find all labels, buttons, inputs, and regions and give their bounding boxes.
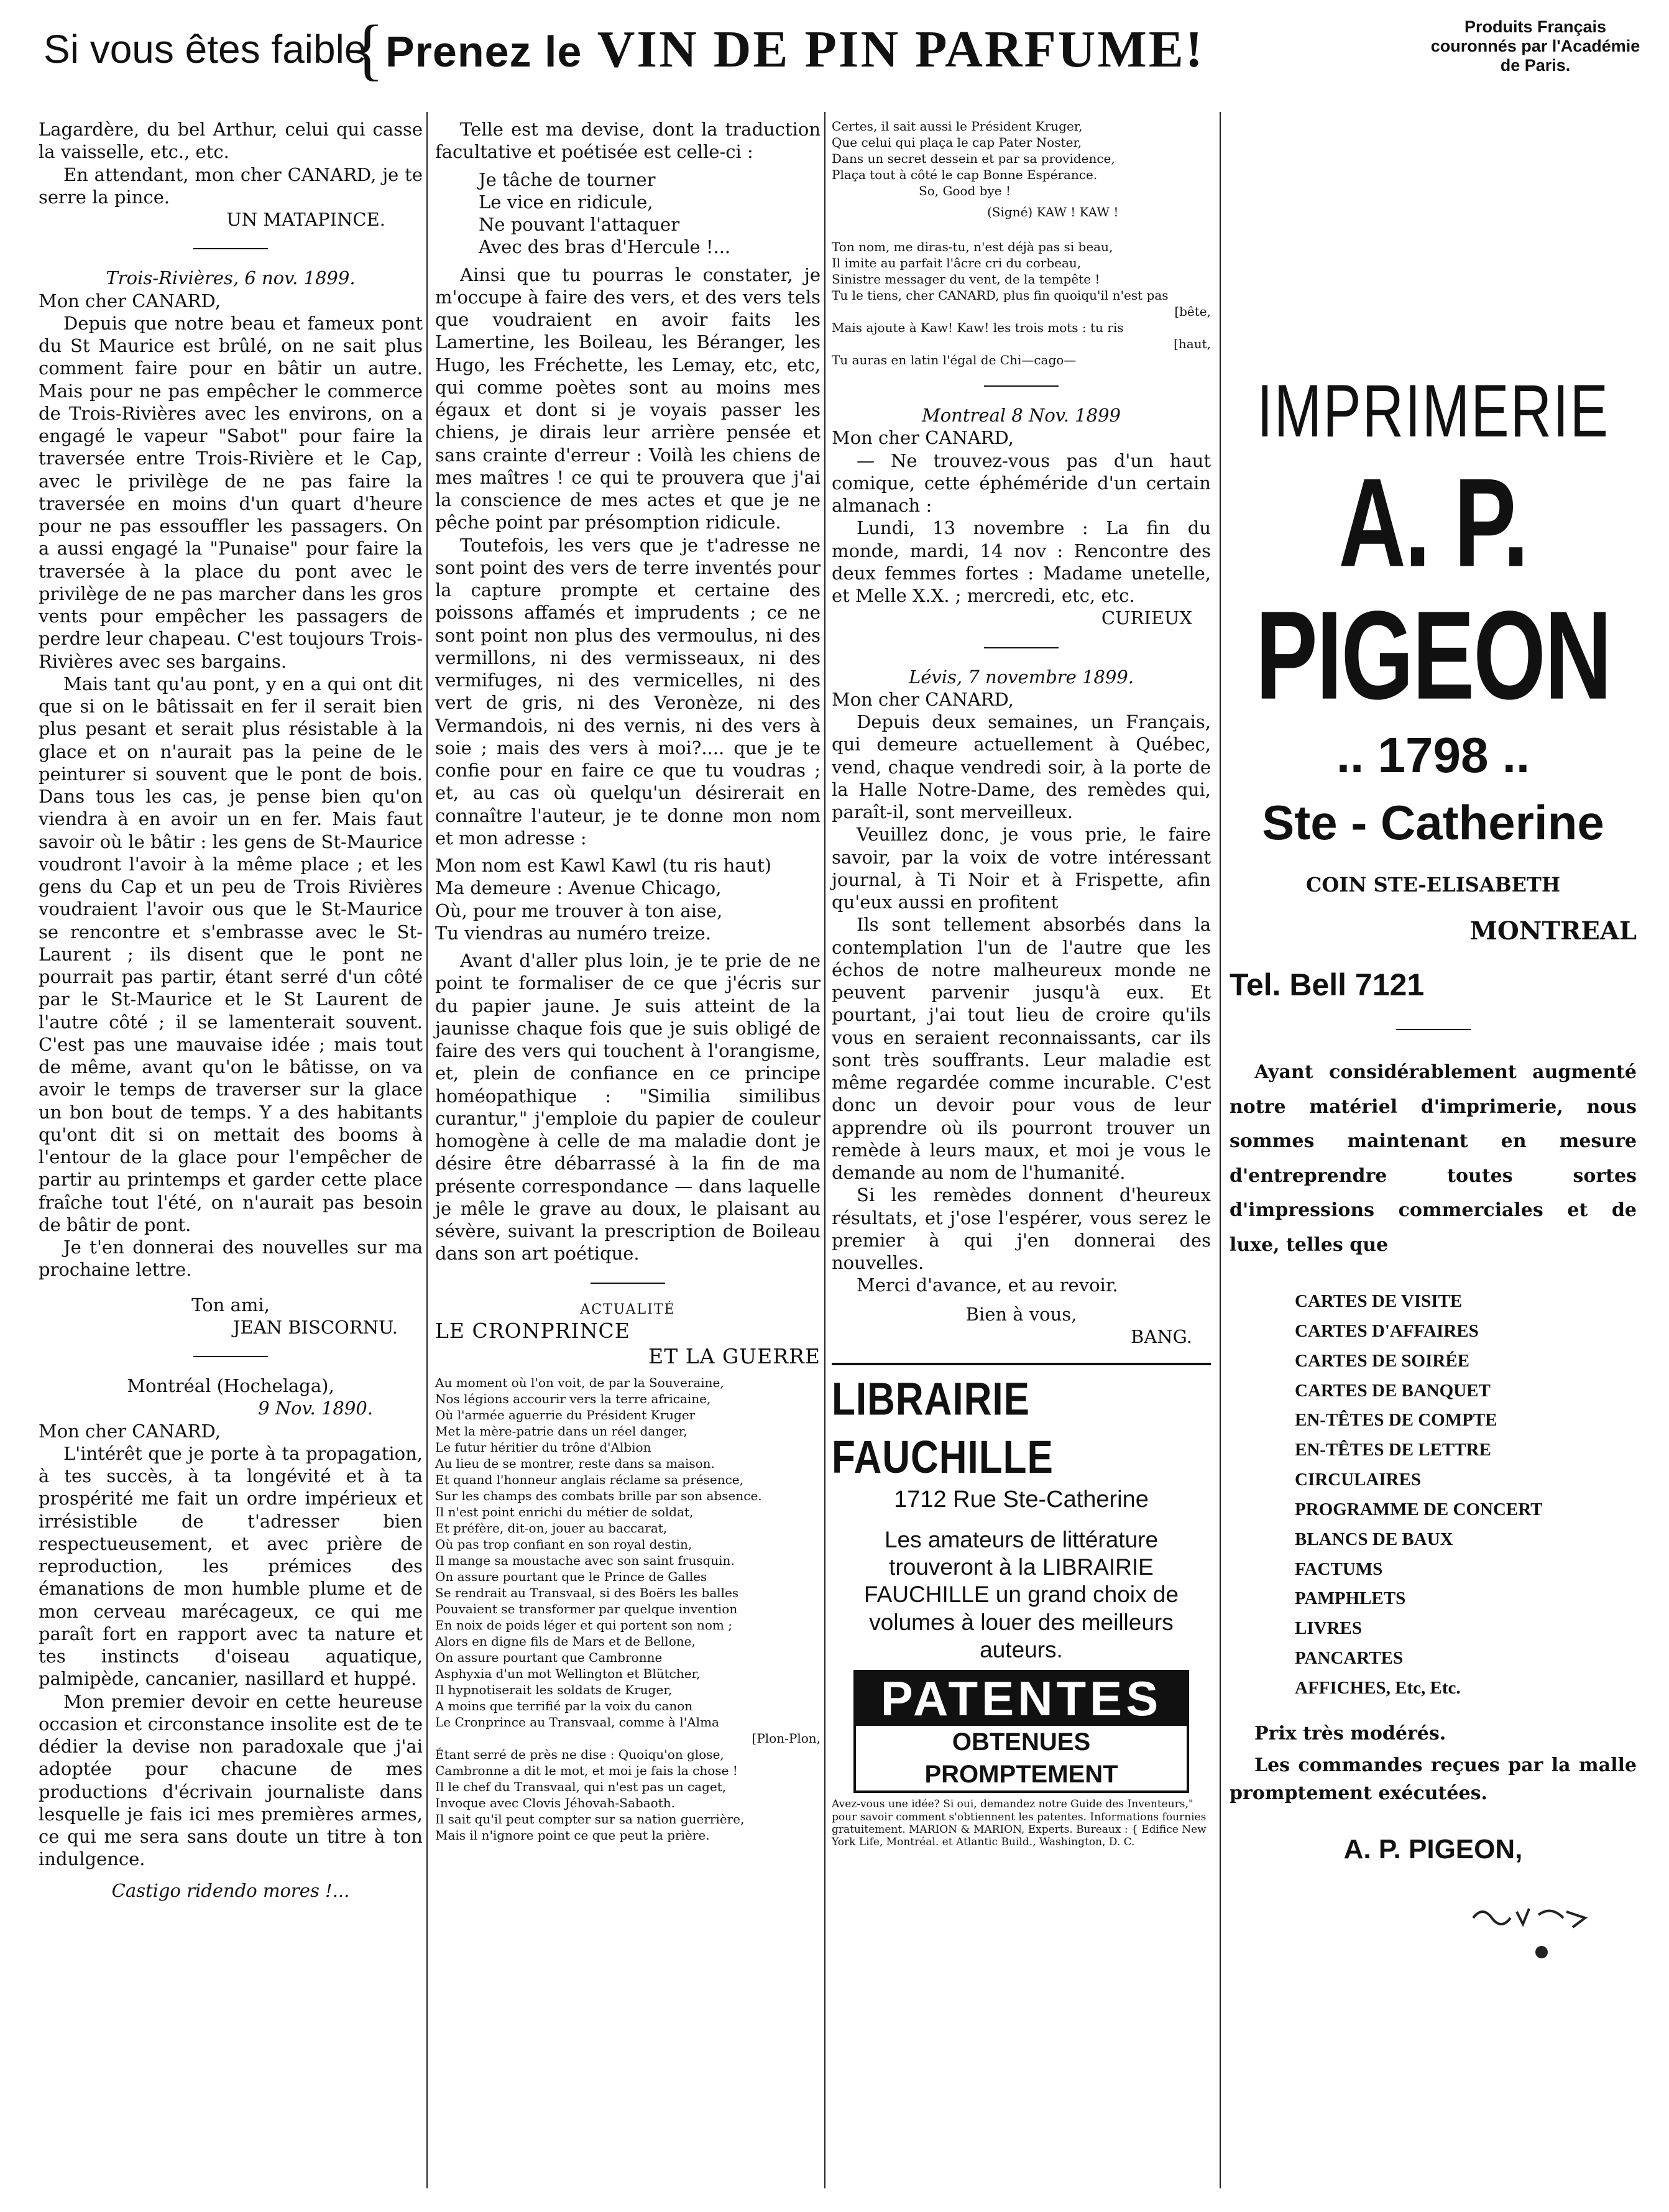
poem-line: Plaça tout à côté le cap Bonne Espérance. (832, 167, 1098, 182)
poem (435, 1375, 821, 1843)
service-item: FACTUMS (1295, 1559, 1383, 1579)
closing: Ton ami, (191, 1294, 270, 1316)
poem-line: Dans un secret dessein et par sa providence, (832, 151, 1115, 166)
article-headline: LE CRONPRINCE (435, 1319, 630, 1343)
poem-line: On assure pourtant que Cambronne (435, 1649, 663, 1665)
paragraph: L'intérêt que je porte à ta propagation, à tes succès, à ta longévité et à ta prospérité me fait un ordre impérieux et irrésistible de t'adresser bien respectueusement, et avec prière de reproduction, les prémices des émanations de mon humble plume et de mon cerveau marécageux, ce qui me paraît fort en rapport avec ta nature et tes instincts d'oiseau aquatique, palmipède, cancanier, nasillard et huppé. (39, 1442, 423, 1690)
price-note: Prix très modérés. (1254, 1722, 1446, 1744)
verse-line: Avec des bras d'Hercule !... (479, 236, 731, 258)
services-list (1230, 1287, 1637, 1703)
street-name: Ste - Catherine (1262, 795, 1604, 850)
paragraph: Si les remèdes donnent d'heureux résultats, et j'ose l'espérer, vous serez le premier à qui j'en donnerai des nouvelles. (832, 1184, 1211, 1273)
service-item: PAMPHLETS (1295, 1588, 1406, 1609)
verse-line: Tu viendras au numéro treize. (435, 922, 711, 944)
separator (832, 1363, 1211, 1365)
poem-line: [bête, (1174, 304, 1211, 319)
poem-line: En noix de poids léger et qui portent son nom ; (435, 1617, 732, 1633)
separator (984, 385, 1059, 387)
poem-line: Pouvaient se transformer par quelque invention (435, 1601, 738, 1616)
service-item: PROGRAMME DE CONCERT (1295, 1499, 1543, 1519)
latin-motto: Castigo ridendo mores !... (111, 1879, 350, 1901)
separator (193, 248, 268, 249)
service-item: CARTES DE BANQUET (1295, 1380, 1491, 1401)
poem-line: Ton nom, me diras-tu, n'est déjà pas si beau, (832, 239, 1113, 254)
verse-block (435, 854, 821, 944)
poem-line: Il hypnotiserait les soldats de Kruger, (435, 1682, 673, 1697)
salutation: Mon cher CANARD, (39, 290, 221, 311)
poem-line: Asphyxia d'un mot Wellington et Blütcher, (435, 1666, 701, 1681)
article-headline: ET LA GUERRE (648, 1344, 821, 1369)
intro-paragraph: Ayant considérablement augmenté notre matériel d'imprimerie, nous sommes maintenant en mesure d'entreprendre toutes sortes d'impressions commerciales et de luxe, telles que (1230, 1061, 1637, 1256)
paragraph: Telle est ma devise, dont la traduction facultative et poétisée est celle-ci : (435, 119, 821, 163)
ad-title: LIBRAIRIE FAUCHILLE (832, 1373, 1054, 1483)
poem-line: Invoque avec Clovis Jéhovah-Sabaoth. (435, 1795, 675, 1810)
poem-line: So, Good bye ! (919, 183, 1011, 198)
poem-line: Il le chef du Transvaal, qui n'est pas un caget, (435, 1779, 727, 1794)
signature: UN MATAPINCE. (226, 209, 385, 230)
paragraph: En attendant, mon cher CANARD, je te serre la pince. (39, 164, 423, 208)
poem-line: Que celui qui plaça le cap Pater Noster, (832, 135, 1082, 150)
ad-signature: A. P. PIGEON, (1343, 1834, 1523, 1865)
service-item: BLANCS DE BAUX (1295, 1529, 1453, 1549)
verse-block (435, 168, 821, 259)
separator (591, 1283, 665, 1284)
signature: CURIEUX (1101, 607, 1192, 629)
dateline: Montréal (Hochelaga), (127, 1375, 334, 1396)
service-item: AFFICHES, Etc, Etc. (1295, 1677, 1461, 1698)
poem-line: Alors en digne fils de Mars et de Bellone, (435, 1633, 696, 1649)
paragraph: Mais tant qu'au pont, y en a qui ont dit que si on le bâtissait en fer il serait bien plus pesant et serait plus résistable à la glace et on n'aurait pas la peine de le peinturer si souvent que le pont de bois. Dans tous les cas, je pense bien qu'on viendra à en avoir un en fer. Mais faut savoir où le bâtir : les gens de St-Maurice voudront l'avoir à la même place ; et les gens du Cap et un peu de Trois Rivières voudraient l'avoir ous que le St-Maurice se rencontre et s'embrasse avec le St-Laurent ; ils disent que le pont ne pourrait pas partir, étant serré d'un côté par le St-Maurice et le St Laurent de l'autre côté ; il se lamenterait souvent. C'est pas une mauvaise idée ; mais tout de même, avant qu'on le bâtisse, on va avoir le temps de traverser sur la glace un bon bout de temps. Y a des habitants qu'ont dit si on mettait des booms à l'entour de la glace pour l'empêcher de partir au printemps et garder cette place fraîche tout l'été, on n'aurait pas besoin de bâtir de pont. (39, 673, 423, 1235)
salutation: Mon cher CANARD, (832, 427, 1014, 449)
banner-left-text: Si vous êtes faible (44, 27, 367, 71)
dateline: Trois-Rivières, 6 nov. 1899. (106, 267, 356, 289)
poem-line: Nos légions accourir vers la terre africaine, (435, 1391, 711, 1406)
poem-line: Cambronne a dit le mot, et moi je fais la chose ! (435, 1763, 738, 1778)
paragraph: Ils sont tellement absorbés dans la contemplation l'un de l'autre que les échos de notre malheureux monde ne peuvent parvenir jusqu'à eux. Et pourtant, j'ai tout lieu de croire qu'ils vous en seraient reconnaissants, car ils sont très souffrants. Leur maladie est même regardée comme incurable. C'est donc un devoir pour vous de leur apprendre où ils pourront trouver un remède à leurs maux, et moi je vous le demande au nom de l'humanité. (832, 914, 1211, 1183)
poem-line: Où l'armée aguerrie du Président Kruger (435, 1407, 696, 1422)
paragraph: Depuis que notre beau et fameux pont du St Maurice est brûlé, on ne sait plus comment faire pour en bâtir un autre. Mais pour ne pas empêcher le commerce de Trois-Rivières avec les environs, on a engagé le vapeur "Sabot" pour faire la traversée entre Trois-Rivière et le Cap, avec le privilège de ne pas faire la traversée en moins d'un quart d'heure pour ne pas essouffler les passagers. On a aussi engagé la "Punaise" pour faire la traversée à la place du pont avec le privilège de ne pas marcher dans les gros vents pour empêcher les passagers de perdre leur chapeau. C'est toujours Trois-Rivières avec ses bargains. (39, 312, 423, 672)
paragraph: Lagardère, du bel Arthur, celui qui casse la vaisselle, etc., etc. (39, 119, 423, 163)
poem-line: Il mange sa moustache avec son saint frusquin. (435, 1552, 735, 1568)
service-item: LIVRES (1295, 1618, 1362, 1639)
banner-headline (385, 19, 1205, 80)
service-item: EN-TÊTES DE COMPTE (1295, 1410, 1497, 1431)
poem-line: Met la mère-patrie dans un réel danger, (435, 1423, 687, 1439)
verse-line: Le vice en ridicule, (479, 191, 653, 213)
patent-ad (853, 1670, 1189, 1793)
dateline: 9 Nov. 1890. (258, 1398, 373, 1419)
dateline: Lévis, 7 novembre 1899. (908, 666, 1134, 688)
poem-line: Et préfère, dit-on, jouer au baccarat, (435, 1520, 668, 1536)
poem-line: Où pas trop confiant en son royal destin, (435, 1536, 692, 1552)
service-item: CARTES DE SOIRÉE (1295, 1350, 1470, 1371)
paragraph: Avant d'aller plus loin, je te prie de ne point te formaliser de ce que j'écris sur du papier jaune. Je suis atteint de la jaunisse chaque fois que je suis obligé de faire des vers qui touchent à l'orangisme, et, plein de confiance en ce principe homéopathique : "Similia similibus curantur," j'emploie du papier de couleur homogène à celle de ma maladie dont je désire être débarrassé à la fin de ma présente correspondance — dans laquelle je mêle le grave au doux, le plaisant au sévère, suivant la prescription de Boileau dans son art poétique. (435, 950, 821, 1265)
signature: JEAN BISCORNU. (232, 1316, 398, 1338)
poem (832, 118, 1211, 220)
telephone: Tel. Bell 7121 (1230, 967, 1425, 1002)
poem-line: [haut, (1174, 336, 1211, 351)
signature-scribble (1467, 1893, 1629, 1968)
ad-address: 1712 Rue Ste-Catherine (894, 1486, 1149, 1513)
paragraph: Depuis deux semaines, un Français, qui demeure actuellement à Québec, vend, chaque vendredi soir, à la porte de la Halle Notre-Dame, des remèdes qui, paraît-il, sont merveilleux. (832, 711, 1211, 823)
poem (832, 239, 1211, 368)
paragraph: Mon premier devoir en cette heureuse occasion et circonstance insolite est de te dédier la devise non paradoxale que j'ai adoptée pour chacune de mes productions d'écrivain journaliste dans lesquelle je fais ici mes premières armes, ce qui me sera sans doute un titre à ton indulgence. (39, 1690, 423, 1870)
poem-line: (Signé) KAW ! KAW ! (987, 205, 1119, 219)
banner-prenez: Prenez le (385, 27, 582, 76)
verse-line: Ne pouvant l'attaquer (479, 214, 680, 235)
column-2 (435, 118, 821, 1843)
separator (1396, 1029, 1471, 1030)
poem-line: On assure pourtant que le Prince de Galles (435, 1569, 707, 1584)
paragraph: Je t'en donnerai des nouvelles sur ma prochaine lettre. (39, 1237, 423, 1281)
poem-line: Tu le tiens, cher CANARD, plus fin quoiqu'il n'est pas (832, 288, 1169, 303)
poem-line: A moins que terrifié par la voix du canon (435, 1698, 693, 1713)
verse-line: Ma demeure : Avenue Chicago, (435, 877, 722, 899)
service-item: CIRCULAIRES (1295, 1470, 1422, 1490)
separator (984, 647, 1059, 648)
poem-line: Au lieu de se montrer, reste dans sa maison. (435, 1455, 715, 1471)
pigeon-name: A. P. PIGEON (1255, 451, 1611, 726)
section-label: ACTUALITÉ (580, 1301, 676, 1317)
salutation: Mon cher CANARD, (39, 1420, 221, 1442)
poem-line: Mais ajoute à Kaw! Kaw! les trois mots : tu ris (832, 320, 1124, 335)
paragraph: Merci d'avance, et au revoir. (857, 1274, 1118, 1296)
verse-line: Je tâche de tourner (479, 168, 656, 190)
poem-line: Le Cronprince au Transvaal, comme à l'Alma (435, 1714, 719, 1730)
poem-line: Au moment où l'on voit, de par la Souveraine, (435, 1375, 724, 1390)
ad-spacer (1230, 118, 1637, 376)
banner-brace: { (351, 11, 384, 87)
librairie-ad (832, 1373, 1211, 1664)
corner: COIN STE-ELISABETH (1305, 872, 1561, 896)
column-1 (39, 118, 423, 1902)
poem-line: Tu auras en latin l'égal de Chi—cago— (832, 353, 1077, 367)
city: MONTREAL (1469, 916, 1637, 946)
poem-line: Sinistre messager du vent, de la tempête ! (832, 272, 1100, 287)
service-item: PANCARTES (1295, 1648, 1404, 1669)
poem-line: Sur les champs des combats brille par son absence. (435, 1488, 762, 1503)
imprimerie-heading: IMPRIMERIE (1257, 370, 1609, 453)
orders-note: Les commandes reçues par la malle promptement exécutées. (1230, 1754, 1637, 1805)
poem-line: Et quand l'honneur anglais réclame sa présence, (435, 1472, 743, 1487)
patent-subtitle: OBTENUES PROMPTEMENT (924, 1728, 1118, 1789)
salutation: Mon cher CANARD, (832, 688, 1014, 710)
banner-vin: VIN DE PIN PARFUME! (597, 21, 1205, 78)
poem-line: Mais il n'ignore point ce que peut la prière. (435, 1827, 710, 1843)
poem-line: Se rendrait au Transvaal, si des Boërs les balles (435, 1585, 739, 1600)
column-3 (832, 118, 1211, 1849)
poem-line: Il n'est point enrichi du métier de soldat, (435, 1504, 694, 1519)
signature: BANG. (1131, 1325, 1192, 1347)
column-4-advertisement (1230, 118, 1637, 1866)
poem-line: [Plon-Plon, (752, 1730, 821, 1746)
verse-line: Mon nom est Kawl Kawl (tu ris haut) (435, 855, 772, 876)
dateline: Montreal 8 Nov. 1899 (922, 405, 1121, 426)
column-rule (824, 112, 825, 2188)
patent-title: PATENTES (856, 1672, 1187, 1726)
ad-body: Les amateurs de littérature trouveront à la LIBRAIRIE FAUCHILLE un grand choix de volumes à louer des meilleurs auteurs. (864, 1526, 1179, 1663)
paragraph: Ainsi que tu pourras le constater, je m'occupe à faire des vers, et des vers tels que voudraient en avoir faits les Lamertine, les Boileau, les Béranger, les Hugo, les Fréchette, les Lemay, etc, etc, qui comme poètes sont au moins mes égaux et dont si je voyais passer les chiens, je dirais leur arrière pensée et sans crainte d'erreur : Voilà les chiens de mes maîtres ! ce qui te prouvera que j'ai la conscience de mes actes et que je ne pêche point par présomption ridicule. (435, 264, 821, 533)
poem-line: Le futur héritier du trône d'Albion (435, 1439, 651, 1455)
service-item: CARTES DE VISITE (1295, 1291, 1463, 1311)
separator (193, 1356, 268, 1357)
verse-line: Où, pour me trouver à ton aise, (435, 900, 723, 921)
paragraph: Lundi, 13 novembre : La fin du monde, mardi, 14 nov : Rencontre des deux femmes fortes : Madame unetelle, et Melle X.X. ; mercredi, etc, etc. (832, 517, 1211, 606)
paragraph: — Ne trouvez-vous pas d'un haut comique, cette éphéméride d'un certain almanach : (832, 449, 1211, 516)
poem-line: Étant serré de près ne dise : Quoiqu'on glose, (435, 1746, 724, 1762)
closing: Bien à vous, (965, 1303, 1077, 1325)
masthead-banner (31, 11, 1647, 88)
service-item: EN-TÊTES DE LETTRE (1295, 1440, 1491, 1460)
street-number: .. 1798 .. (1336, 727, 1530, 783)
patent-fine-print: Avez-vous une idée? Si oui, demandez notre Guide des Inventeurs," pour savoir comment s'obtiennent les patentes. Informations fournies gratuitement. MARION & MARION, Experts. Bureaux : { Edifice New York Life, Montréal. et Atlantic Build., Washington, D. C. (832, 1798, 1207, 1849)
service-item: CARTES D'AFFAIRES (1295, 1320, 1479, 1341)
paragraph: Toutefois, les vers que je t'adresse ne sont point des vers de terre inventés pour la capture prompte et certaine des poissons affamés et imprudents ; ce ne sont point non plus des vermoulus, ni des vermillons, ni des vermisseaux, ni des vermifuges, ni des vermicelles, ni des vert de gris, ni des Veronèze, ni des Vermandois, ni des vernis, ni des vers à soie ; mais des vers à moi?.... que je te confie pour en faire ce que tu voudras ; et, au cas où quelqu'un désirerait en connaître l'auteur, je te donne mon nom et mon adresse : (435, 534, 821, 849)
poem-line: Il imite au parfait l'âcre cri du corbeau, (832, 256, 1082, 270)
paragraph: Veuillez donc, je vous prie, le faire savoir, par la voix de votre intéressant journal, à Ti Noir et à Frispette, afin qu'eux aussi en profitent (832, 824, 1211, 913)
poem-line: Certes, il sait aussi le Président Kruger, (832, 119, 1083, 134)
poem-line: Il sait qu'il peut compter sur sa nation guerrière, (435, 1811, 745, 1827)
column-rule (426, 112, 428, 2188)
column-rule (1220, 112, 1221, 2188)
banner-right-text: Produits Français couronnés par l'Académie de Paris. (1430, 17, 1640, 75)
